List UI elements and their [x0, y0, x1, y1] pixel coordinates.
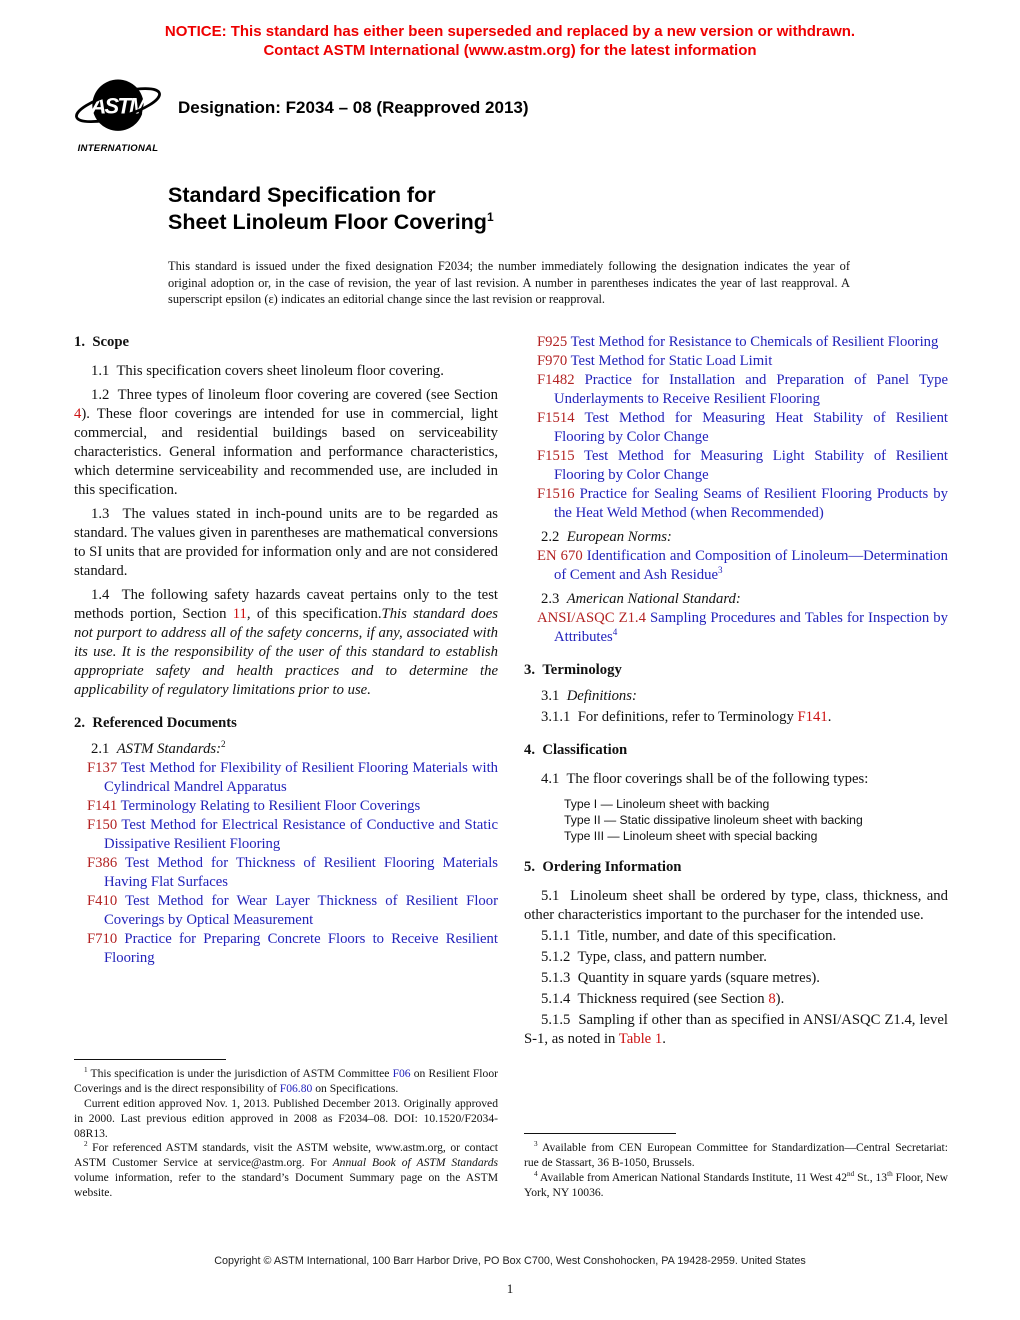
notice-line-1: NOTICE: This standard has either been superseded and replaced by a new version or withdrawn. [164, 23, 856, 40]
right-footnotes [524, 1133, 948, 1200]
para-2-3: 2.3 American National Standard: [541, 590, 741, 607]
reference-item [74, 892, 498, 930]
standard-code-link[interactable]: F141 [87, 797, 118, 814]
para-4-1: 4.1 The floor coverings shall be of the following types: [541, 770, 869, 787]
standard-title-link[interactable]: Test Method for Electrical Resistance of Conductive and Static Dissipative Resilient Flooring [104, 816, 498, 852]
committee-f06-link[interactable]: F06 [392, 1067, 411, 1081]
standard-title-link[interactable]: Practice for Sealing Seams of Resilient Flooring Products by the Heat Weld Method (when Recommended) [554, 485, 948, 521]
para-5-1-3: 5.1.3 Quantity in square yards (square metres). [541, 969, 820, 986]
reference-item [524, 609, 948, 647]
para-3-1-1: 3.1.1 For definitions, refer to Terminology F141. [541, 708, 832, 725]
svg-text:ASTM: ASTM [90, 93, 146, 119]
reference-item [524, 485, 948, 523]
standard-title-link[interactable]: Practice for Installation and Preparation of Panel Type Underlayments to Receive Resilient Flooring [554, 371, 948, 407]
reference-item [74, 759, 498, 797]
standard-title-link[interactable]: Test Method for Flexibility of Resilient Flooring Materials with Cylindrical Mandrel Apparatus [104, 759, 498, 795]
standard-code-link[interactable]: F386 [87, 854, 118, 871]
footnote-edition: Current edition approved Nov. 1, 2013. Published December 2013. Originally approved in 2000. Last previous edition approved in 2008 as F2034–08. DOI: 10.1520/F2034-08R13. [74, 1096, 498, 1140]
standard-title-link[interactable]: Test Method for Static Load Limit [567, 352, 773, 369]
title-line-1: Standard Specification for [168, 183, 436, 207]
safety-caveat-italic: This standard does not purport to address all of the safety concerns, if any, associated with its use. It is the responsibility of the user of this standard to establish appropriate safety and health practices and to determine the applicability of regulatory limitations prior to use. [74, 605, 498, 698]
type-list [564, 796, 948, 844]
designation-label: Designation: F2034 – 08 (Reapproved 2013) [178, 98, 529, 117]
section-11-link[interactable]: 11 [232, 605, 247, 622]
title-footnote-marker: 1 [486, 209, 494, 224]
para-1-3: 1.3 The values stated in inch-pound units are to be regarded as standard. The values given in parentheses are mathematical conversions to SI units that are provided for information only and are not considered standard. [74, 505, 498, 579]
two-column-body [74, 333, 948, 1201]
standard-code-link[interactable]: F1482 [537, 371, 575, 388]
right-column [524, 333, 948, 1201]
f141-terminology-link[interactable]: F141 [797, 708, 828, 725]
para-2-2: 2.2 European Norms: [541, 528, 672, 545]
table-1-link[interactable]: Table 1 [618, 1030, 663, 1047]
en670-title-link[interactable]: Identification and Composition of Linoleum—Determination of Cement and Ash Residue [554, 547, 948, 583]
standard-title-link[interactable]: Terminology Relating to Resilient Floor Coverings [117, 797, 421, 814]
standard-code-link[interactable]: F1516 [537, 485, 575, 502]
standard-code-link[interactable]: F925 [537, 333, 568, 350]
copyright-line: Copyright © ASTM International, 100 Barr Harbor Drive, PO Box C700, West Conshohocken, PA 19428-2959. United States [214, 1254, 806, 1267]
reference-item [524, 333, 948, 352]
en-reference-list [524, 547, 948, 585]
section-5-heading: 5. Ordering Information [524, 858, 682, 875]
section-8-link[interactable]: 8 [768, 990, 776, 1007]
section-1-heading: 1. Scope [74, 333, 130, 350]
left-column [74, 333, 498, 1201]
astm-globe-icon [72, 74, 164, 140]
section-4-link[interactable]: 4 [74, 405, 82, 422]
standard-title-link[interactable]: Test Method for Measuring Heat Stability of Resilient Flooring by Color Change [554, 409, 948, 445]
type-item: Type I — Linoleum sheet with backing [564, 796, 770, 811]
standard-code-link[interactable]: F410 [87, 892, 118, 909]
subcommittee-f0680-link[interactable]: F06.80 [279, 1082, 313, 1096]
reference-item [524, 352, 948, 371]
astm-reference-list-right [524, 333, 948, 523]
title-line-2: Sheet Linoleum Floor Covering$^1$ [168, 209, 494, 234]
footnote-2-marker: 2 [221, 738, 226, 749]
standard-title-link[interactable]: Test Method for Measuring Light Stability of Resilient Flooring by Color Change [554, 447, 948, 483]
type-item: Type III — Linoleum sheet with special backing [564, 828, 818, 843]
para-5-1-1: 5.1.1 Title, number, and date of this specification. [541, 927, 837, 944]
astm-logo [70, 74, 166, 154]
footnote-2: $^2$ For referenced ASTM standards, visit the ASTM website, www.astm.org, or contact ASTM Customer Service at service@astm.org. For Annual Book of ASTM Standards volume information, refer to the standard’s Document Summary page on the ASTM website. [74, 1140, 499, 1199]
standard-title-link[interactable]: Test Method for Thickness of Resilient Flooring Materials Having Flat Surfaces [104, 854, 498, 890]
ansi-reference-list [524, 609, 948, 647]
reference-item [524, 409, 948, 447]
footnote-separator [74, 1059, 226, 1060]
supersession-notice [0, 22, 1020, 60]
astm-reference-list-left [74, 759, 498, 968]
footnote-1: $^1$ This specification is under the jurisdiction of ASTM Committee F06 on Resilient Floor Coverings and is the direct responsibility of F06.80 on Specifications. [74, 1066, 498, 1096]
ansi-title-link[interactable]: Sampling Procedures and Tables for Inspection by Attributes [554, 609, 948, 645]
standard-code-link[interactable]: F1514 [537, 409, 575, 426]
standard-code-link[interactable]: F710 [87, 930, 118, 947]
standard-code-link[interactable]: F970 [537, 352, 568, 369]
astm-logo-subtitle: INTERNATIONAL [77, 143, 159, 154]
reference-item [74, 930, 498, 968]
para-5-1-5: 5.1.5 Sampling if other than as specified in ANSI/ASQC Z1.4, level S-1, as noted in Table 1. [524, 1011, 948, 1047]
en670-code-link[interactable]: EN 670 [537, 547, 583, 564]
standard-title-link[interactable]: Test Method for Wear Layer Thickness of Resilient Floor Coverings by Optical Measurement [104, 892, 498, 928]
para-5-1-2: 5.1.2 Type, class, and pattern number. [541, 948, 767, 965]
para-5-1-4: 5.1.4 Thickness required (see Section 8). [541, 990, 785, 1007]
standard-code-link[interactable]: F137 [87, 759, 118, 776]
masthead [70, 74, 1020, 154]
footnote-4: $^4$ Available from American National Standards Institute, 11 West 42nd St., 13th Floor, New York, NY 10036. [524, 1170, 948, 1199]
standard-title-link[interactable]: Test Method for Resistance to Chemicals of Resilient Flooring [567, 333, 939, 350]
para-2-1: 2.1 ASTM Standards:$^2$ [91, 738, 226, 757]
notice-line-2: Contact ASTM International (www.astm.org) for the latest information [263, 42, 757, 59]
para-3-1: 3.1 Definitions: [541, 687, 637, 704]
section-4-heading: 4. Classification [524, 741, 628, 758]
reference-item [74, 854, 498, 892]
left-footnotes [74, 1059, 498, 1200]
footnote-separator [524, 1133, 676, 1134]
reference-item [74, 797, 498, 816]
footnote-4-marker: 4 [612, 626, 618, 637]
type-item: Type II — Static dissipative linoleum sheet with backing [564, 812, 863, 827]
page-number: 1 [506, 1280, 514, 1296]
footnote-3-marker: 3 [718, 564, 723, 575]
standard-code-link[interactable]: F1515 [537, 447, 575, 464]
para-1-1: 1.1 This specification covers sheet linoleum floor covering. [91, 362, 444, 379]
reference-item [74, 816, 498, 854]
para-1-4: 1.4 The following safety hazards caveat pertains only to the test methods portion, Section 11, of this specification.This standard does not purport to address all of the safety concerns, if any, associated with its use. It is the responsibility of the user of this standard to establish appropriate safety and health practices and to determine the applicability of regulatory limitations prior to use. [74, 586, 498, 698]
section-2-heading: 2. Referenced Documents [74, 714, 237, 731]
standard-title-link[interactable]: Practice for Preparing Concrete Floors to Receive Resilient Flooring [104, 930, 498, 966]
para-5-1: 5.1 Linoleum sheet shall be ordered by type, class, thickness, and other characteristics important to the purchaser for the intended use. [524, 887, 948, 923]
issuance-paragraph: This standard is issued under the fixed designation F2034; the number immediately following the designation indicates the year of original adoption or, in the case of revision, the year of last revision. A number in parentheses indicates the year of last reapproval. A superscript epsilon (ε) indicates an editorial change since the last revision or reapproval. [168, 259, 850, 306]
footnote-3: $^3$ Available from CEN European Committee for Standardization—Central Secretariat: rue de Stassart, 36 B-1050, Brussels. [524, 1140, 948, 1170]
ansi-code-link[interactable]: ANSI/ASQC Z1.4 [537, 609, 646, 626]
section-3-heading: 3. Terminology [524, 661, 622, 678]
reference-item [524, 371, 948, 409]
para-1-2: 1.2 Three types of linoleum floor covering are covered (see Section 4). These floor coverings are intended for use in commercial, light commercial, and residential buildings based on serviceability characteristics. General information and performance characteristics, which determine serviceability and recommended use, are included in this specification. [74, 386, 498, 498]
reference-item [524, 447, 948, 485]
standard-code-link[interactable]: F150 [87, 816, 118, 833]
document-title [168, 182, 1020, 236]
reference-item [524, 547, 948, 585]
